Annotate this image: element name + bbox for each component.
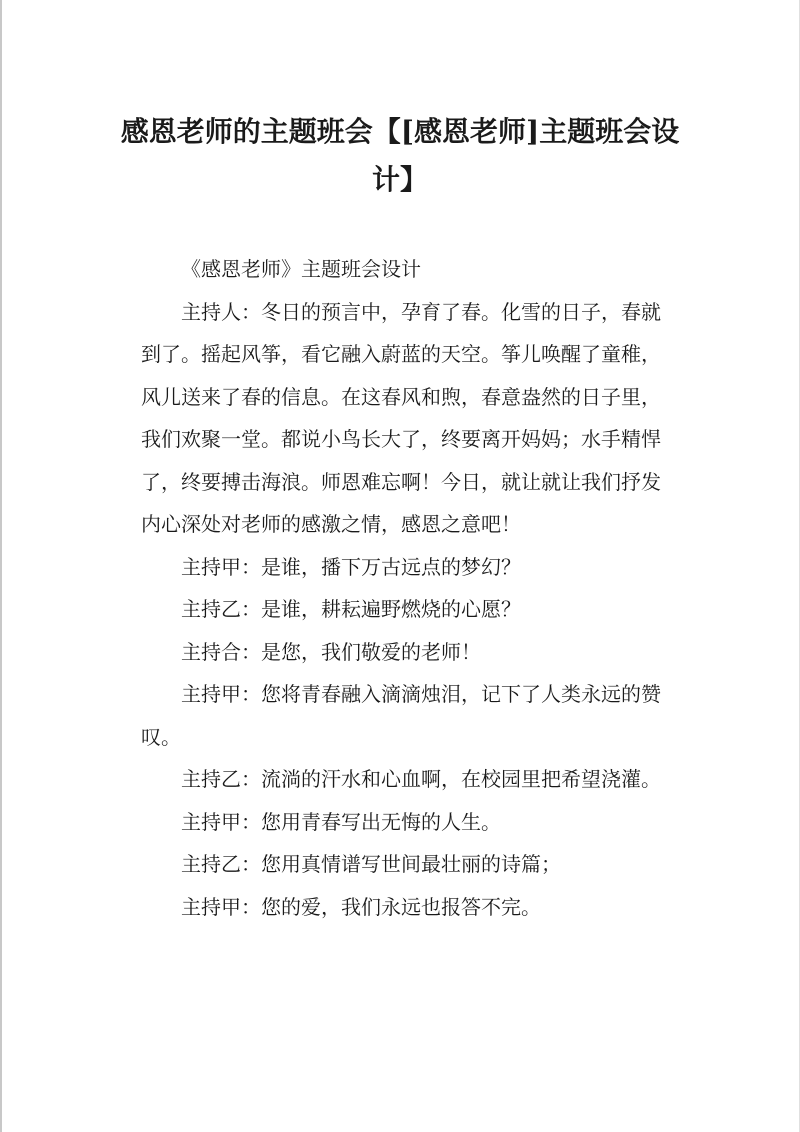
paragraph: 主持人：冬日的预言中，孕育了春。化雪的日子，春就到了。摇起风筝，看它融入蔚蓝的天空。筝儿唤醒了童稚，风儿送来了春的信息。在这春风和煦，春意盎然的日子里，我们欢聚一堂。都说小鸟长大了，终要离开妈妈；水手精悍了，终要搏击海浪。师恩难忘啊！今日，就让就让我们抒发内心深处对老师的感激之情，感恩之意吧！ (141, 299, 661, 536)
document-body (141, 248, 661, 928)
paragraph: 主持甲：您将青春融入滴滴烛泪，记下了人类永远的赞叹。 (141, 682, 661, 749)
paragraph: 主持乙：您用真情谱写世间最壮丽的诗篇； (181, 852, 561, 876)
paragraph: 主持合：是您，我们敬爱的老师！ (181, 639, 481, 664)
page-edge (0, 0, 2, 1132)
document-title: 感恩老师的主题班会【[感恩老师]主题班会设计】 (120, 115, 680, 196)
paragraph-subtitle: 《感恩老师》主题班会设计 (181, 257, 421, 281)
paragraph: 主持乙：流淌的汗水和心血啊，在校园里把希望浇灌。 (181, 767, 661, 791)
paragraph: 主持甲：您的爱，我们永远也报答不完。 (181, 894, 541, 919)
paragraph: 主持甲：是谁，播下万古远点的梦幻？ (181, 554, 521, 579)
paragraph: 主持乙：是谁，耕耘遍野燃烧的心愿？ (181, 597, 521, 621)
paragraph: 主持甲：您用青春写出无悔的人生。 (181, 809, 501, 834)
